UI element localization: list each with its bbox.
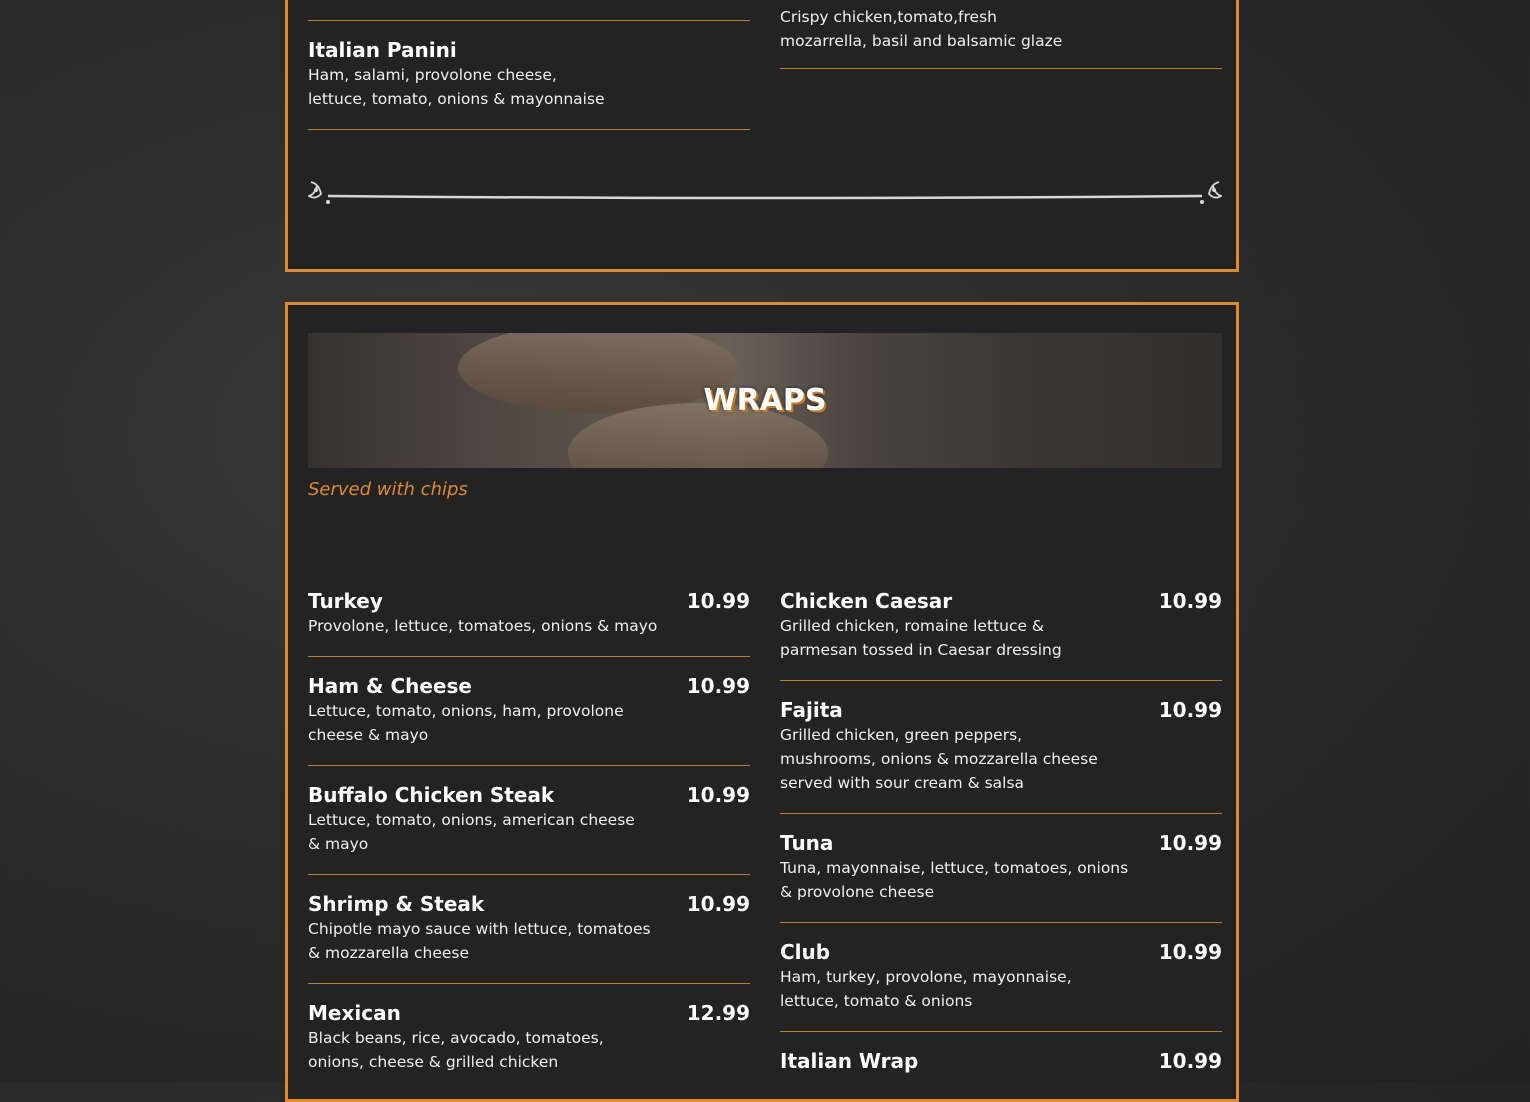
item-description: Lettuce, tomato, onions, american cheese & mayo [308,811,635,853]
item-price: 10.99 [686,783,750,807]
item-name: Tuna [780,831,834,855]
vine-divider-icon [308,176,1222,212]
item-price: 12.99 [686,1001,750,1025]
item-name: Turkey [308,589,383,613]
section-subtitle: Served with chips [308,479,468,500]
item-description: Chipotle mayo sauce with lettuce, tomatoes & mozzarella cheese [308,920,651,962]
item-price: 10.99 [1158,831,1222,855]
item-divider [780,813,1222,814]
item-description: Tuna, mayonnaise, lettuce, tomatoes, onions & provolone cheese [780,859,1129,901]
item-price: 10.99 [1158,1049,1222,1073]
item-description: Grilled chicken, romaine lettuce & parmesan tossed in Caesar dressing [780,617,1062,659]
item-divider [308,765,750,766]
item-name: Italian Panini [308,38,457,62]
section-title: WRAPS [703,383,827,418]
item-name: Ham & Cheese [308,674,472,698]
item-name: Italian Wrap [780,1049,919,1073]
item-price: 10.99 [686,589,750,613]
item-price: 10.99 [686,892,750,916]
item-description: Ham, salami, provolone cheese, lettuce, tomato, onions & mayonnaise [308,66,605,108]
item-divider [308,656,750,657]
item-description: Crispy chicken,tomato,fresh mozarrella, basil and balsamic glaze [780,8,1063,50]
item-description: Provolone, lettuce, tomatoes, onions & mayo [308,617,658,635]
item-description: Ham, turkey, provolone, mayonnaise, lettuce, tomato & onions [780,968,1072,1010]
item-name: Shrimp & Steak [308,892,485,916]
item-divider [780,68,1222,69]
item-divider [780,922,1222,923]
item-description: Black beans, rice, avocado, tomatoes, onions, cheese & grilled chicken [308,1029,604,1071]
item-description: Grilled chicken, green peppers, mushrooms, onions & mozzarella cheese served with sour cream & salsa [780,726,1098,792]
item-name: Club [780,940,831,964]
item-price: 10.99 [1158,698,1222,722]
item-price: 10.99 [686,674,750,698]
wraps-banner-image [308,333,1222,468]
item-price: 10.99 [1158,940,1222,964]
item-name: Buffalo Chicken Steak [308,783,555,807]
item-name: Chicken Caesar [780,589,953,613]
item-divider [780,680,1222,681]
item-name: Mexican [308,1001,401,1025]
item-name: Fajita [780,698,843,722]
item-price: 10.99 [1158,589,1222,613]
item-description: Lettuce, tomato, onions, ham, provolone cheese & mayo [308,702,624,744]
item-divider [308,20,750,21]
item-divider [308,874,750,875]
item-divider [308,129,750,130]
item-divider [308,983,750,984]
item-divider [780,1031,1222,1032]
